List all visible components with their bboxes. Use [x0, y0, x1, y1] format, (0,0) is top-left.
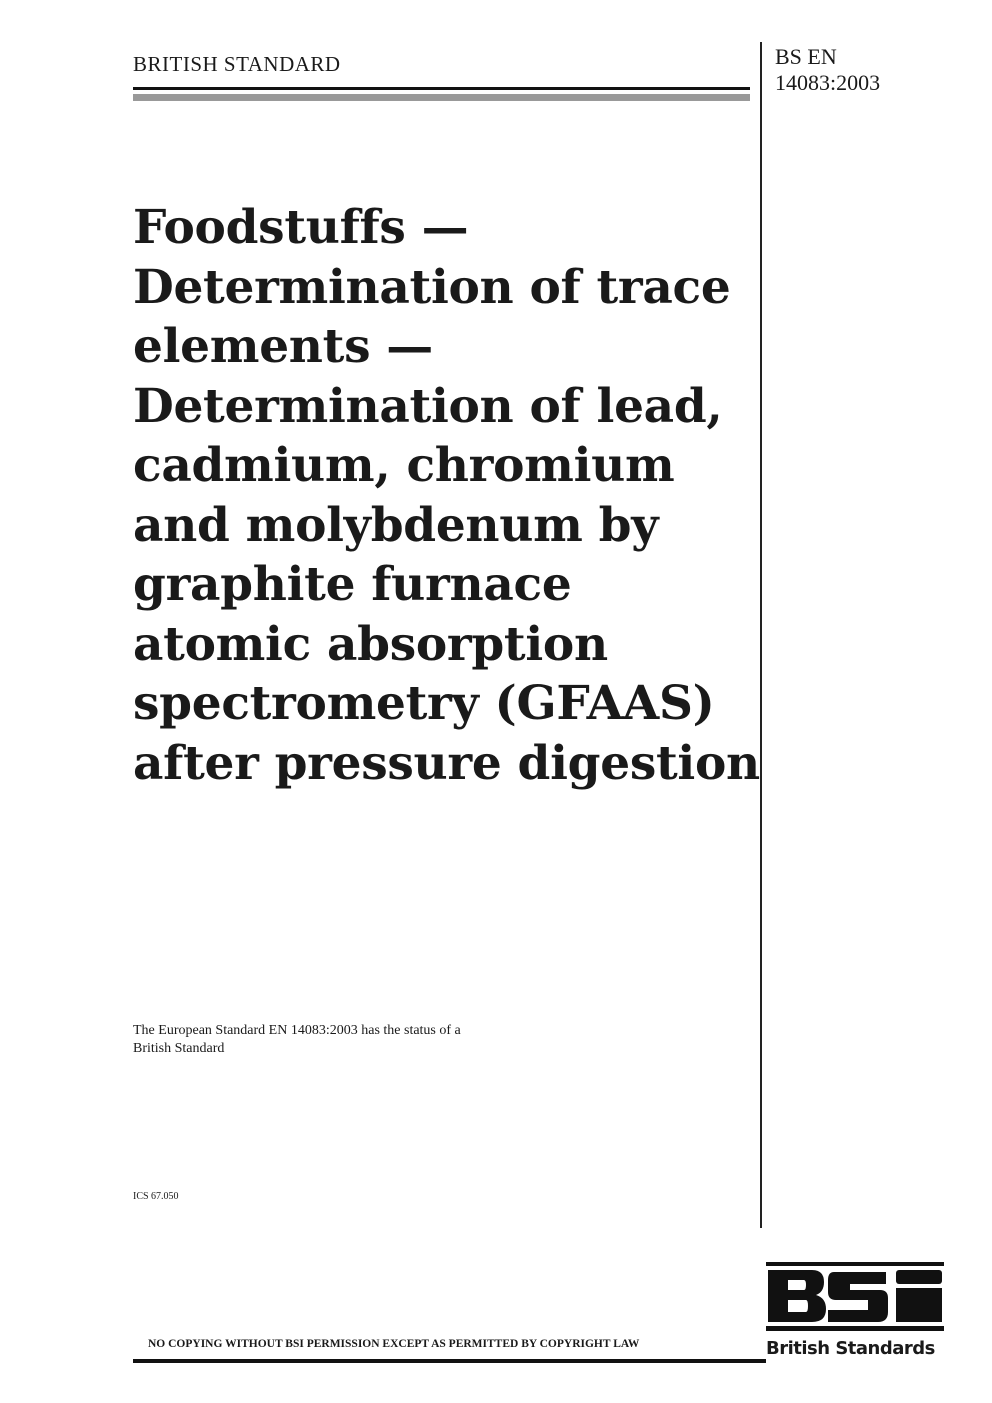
standard-type-label: BRITISH STANDARD [133, 52, 341, 76]
title-line: cadmium, chromium [133, 438, 675, 493]
header-rule-grey [133, 94, 750, 101]
title-line: after pressure digestion [133, 735, 760, 791]
document-number-line1: BS EN [775, 44, 837, 69]
document-number-line2: 14083:2003 [775, 70, 881, 95]
ics-code: ICS 67.050 [133, 1191, 179, 1202]
copyright-notice: NO COPYING WITHOUT BSI PERMISSION EXCEPT AS PERMITTED BY COPYRIGHT LAW [148, 1338, 640, 1350]
title-line: Foodstuffs — [133, 200, 469, 255]
title-line: Determination of lead, [133, 378, 723, 434]
status-statement [133, 1022, 603, 1058]
bsi-logo-mark-icon [766, 1262, 944, 1332]
title-line: atomic absorption [133, 616, 608, 672]
bsi-logo-subtitle: British Standards [766, 1338, 935, 1359]
status-line: British Standard [133, 1041, 225, 1056]
bsi-logo [766, 1262, 944, 1359]
document-title [133, 198, 763, 793]
header-rule [133, 87, 750, 90]
document-number [775, 44, 880, 96]
title-line: spectrometry (GFAAS) [133, 676, 715, 731]
title-line: graphite furnace [133, 557, 572, 612]
footer-rule [133, 1359, 766, 1363]
status-line: The European Standard EN 14083:2003 has the status of a [133, 1023, 461, 1038]
title-line: elements — [133, 319, 433, 374]
title-line: Determination of trace [133, 259, 731, 315]
title-line: and molybdenum by [133, 497, 659, 553]
